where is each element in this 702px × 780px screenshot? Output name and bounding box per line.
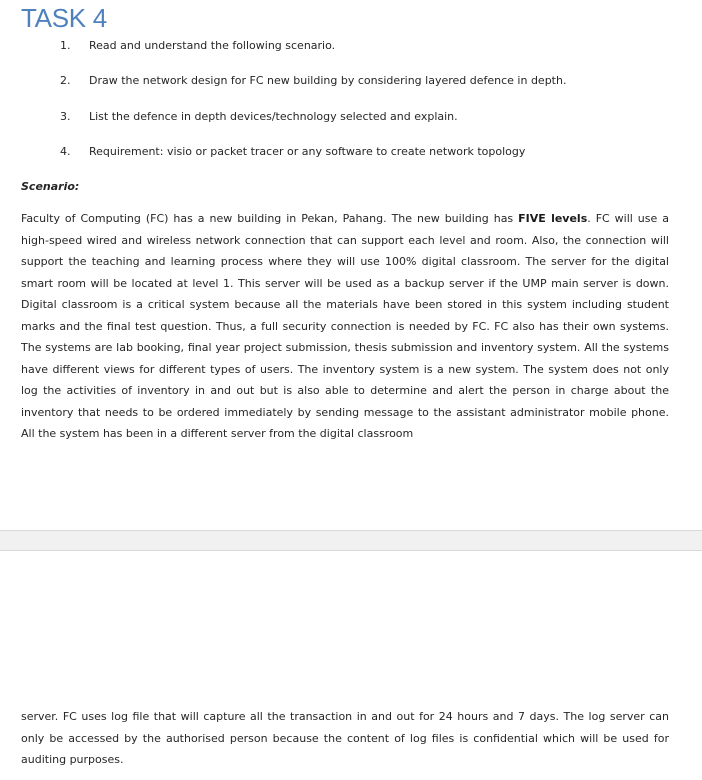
task-item-2 xyxy=(60,74,566,88)
page-break-divider xyxy=(0,530,702,551)
scenario-text: . FC will use a high-speed wired and wireless network connection that can support each level and room. Also, the connection will support the teaching and learning process where they will use 100% digital classroom. The server for the digital smart room will be located at level 1. This server will be used as a backup server if the UMP main server is down. Digital classroom is a critical system because all the materials have been stored in this system including student marks and the final test question. Thus, a full security connection is needed by FC. FC also has their own systems. The systems are lab booking, final year project submission, thesis submission and inventory system. All the systems have different views for different types of users. The inventory system is a new system. The system does not only log the activities of inventory in and out but is also able to determine and alert the person in charge about the inventory that needs to be ordered immediately by sending message to the assistant administrator mobile phone. All the system has been in a different server from the digital classroom xyxy=(21,212,669,440)
scenario-emphasis: FIVE levels xyxy=(518,212,588,225)
task-text: Draw the network design for FC new building by considering layered defence in depth. xyxy=(89,74,567,87)
task-number: 1. xyxy=(60,39,71,52)
scenario-text: Faculty of Computing (FC) has a new building in Pekan, Pahang. The new building has xyxy=(21,212,519,225)
task-text: List the defence in depth devices/technology selected and explain. xyxy=(89,110,458,123)
scenario-paragraph-1 xyxy=(21,208,669,445)
scenario-heading: Scenario: xyxy=(21,180,80,193)
task-item-4 xyxy=(60,145,525,159)
scenario-paragraph-2: server. FC uses log file that will capture all the transaction in and out for 24 hours and 7 days. The log server can only be accessed by the authorised person because the content of log files is confidential which will be used for auditing purposes. xyxy=(21,710,669,766)
task-number: 2. xyxy=(60,74,71,87)
task-item-1 xyxy=(60,39,335,53)
task-number: 4. xyxy=(60,145,71,158)
task-item-3 xyxy=(60,110,458,124)
task-text: Read and understand the following scenario. xyxy=(89,39,336,52)
task-title: TASK 4 xyxy=(21,3,107,33)
task-text: Requirement: visio or packet tracer or any software to create network topology xyxy=(89,145,526,158)
task-number: 3. xyxy=(60,110,71,123)
